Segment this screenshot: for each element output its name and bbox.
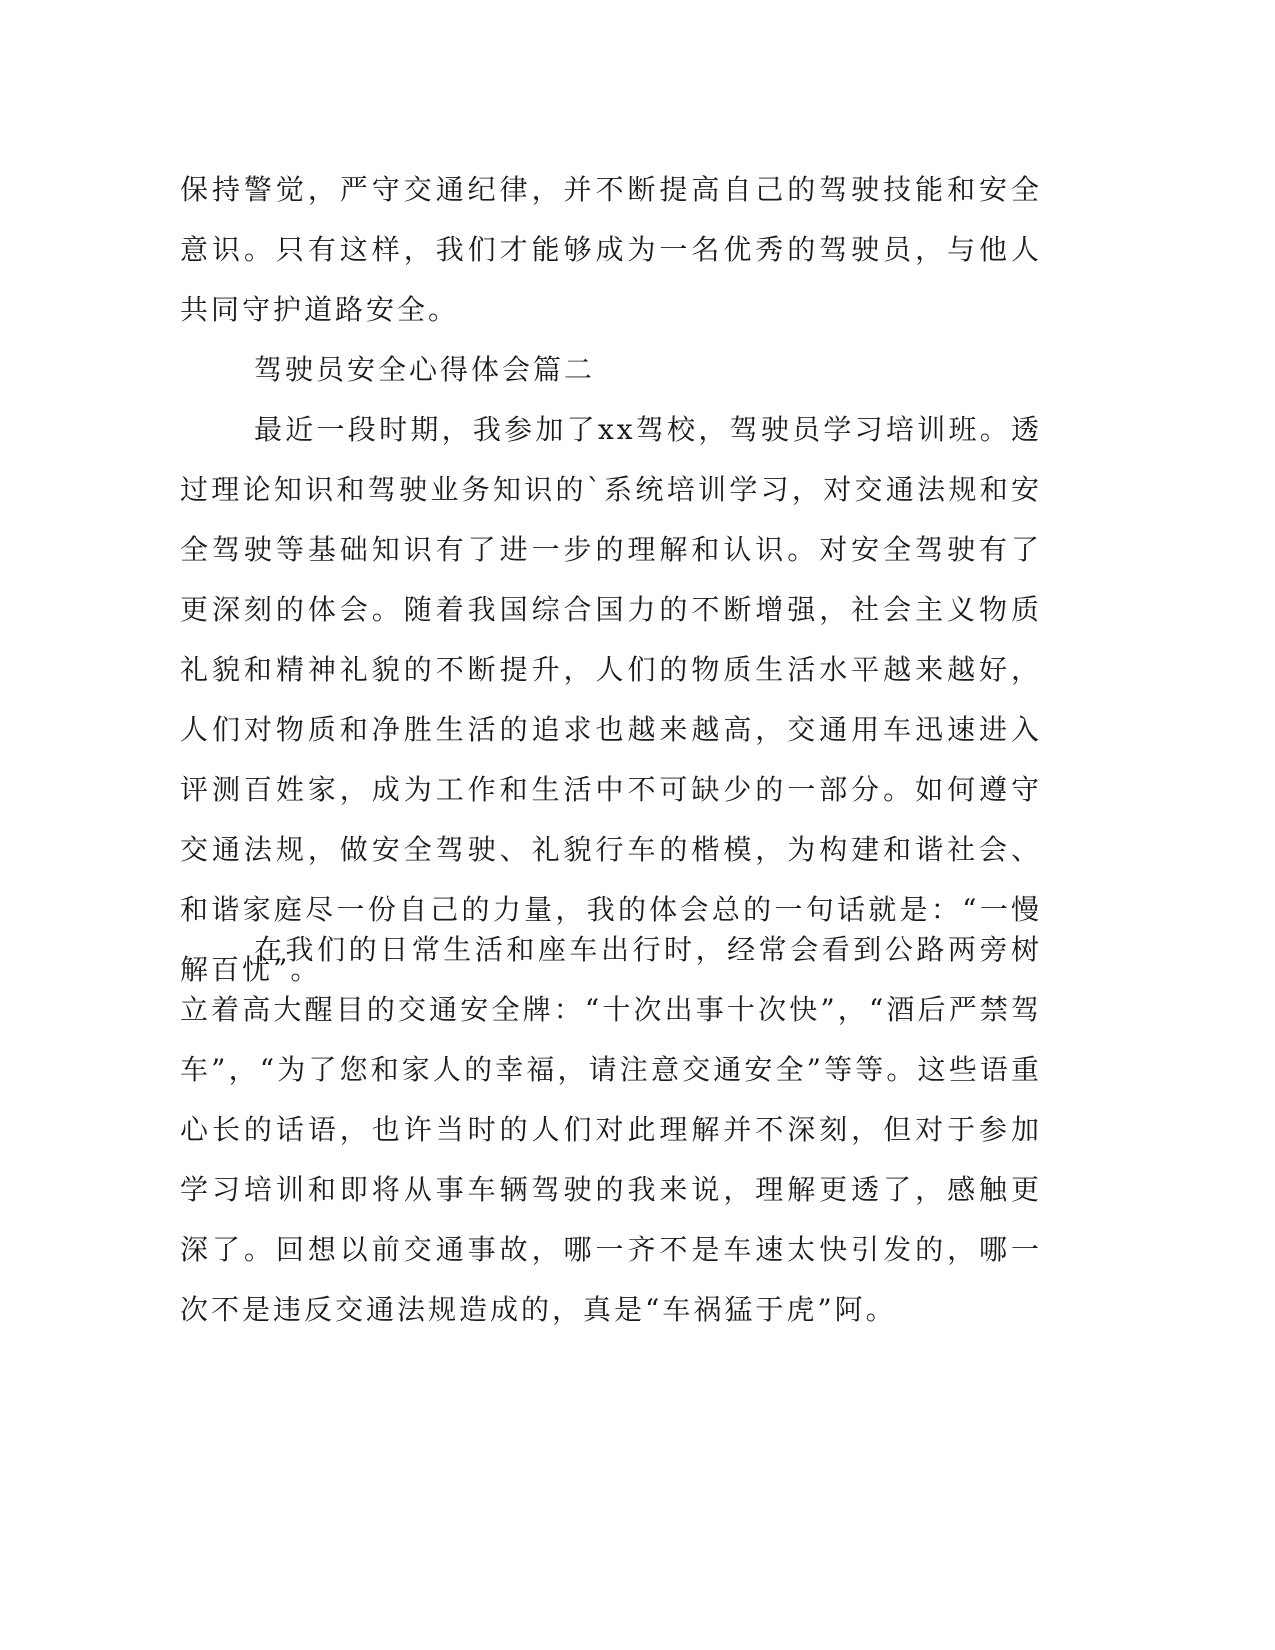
body-paragraph-1: 最近一段时期，我参加了xx驾校，驾驶员学习培训班。透过理论知识和驾驶业务知识的`系统培训学习，对交通法规和安全驾驶等基础知识有了进一步的理解和认识。对安全驾驶有了更深刻的体会。随着我国综合国力的不断增强，社会主义物质礼貌和精神礼貌的不断提升，人们的物质生活水平越来越好，人们对物质和净胜生活的追求也越来越高，交通用车迅速进入评测百姓家，成为工作和生活中不可缺少的一部分。如何遵守交通法规，做安全驾驶、礼貌行车的楷模，为构建和谐社会、和谐家庭尽一份自己的力量，我的体会总的一句话就是：“一慢解百忧”。 — [180, 413, 1042, 986]
continuation-paragraph: 保持警觉，严守交通纪律，并不断提高自己的驾驶技能和安全意识。只有这样，我们才能够成为一名优秀的驾驶员，与他人共同守护道路安全。 — [180, 173, 1042, 326]
body-paragraph-2: 在我们的日常生活和座车出行时，经常会看到公路两旁树立着高大醒目的交通安全牌：“十次出事十次快”，“酒后严禁驾车”，“为了您和家人的幸福，请注意交通安全”等等。这些语重心长的话语，也许当时的人们对此理解并不深刻，但对于参加学习培训和即将从事车辆驾驶的我来说，理解更透了，感触更深了。回想以前交通事故，哪一齐不是车速太快引发的，哪一次不是违反交通法规造成的，真是“车祸猛于虎”阿。 — [180, 933, 1042, 1326]
section-heading: 驾驶员安全心得体会篇二 — [254, 353, 596, 386]
